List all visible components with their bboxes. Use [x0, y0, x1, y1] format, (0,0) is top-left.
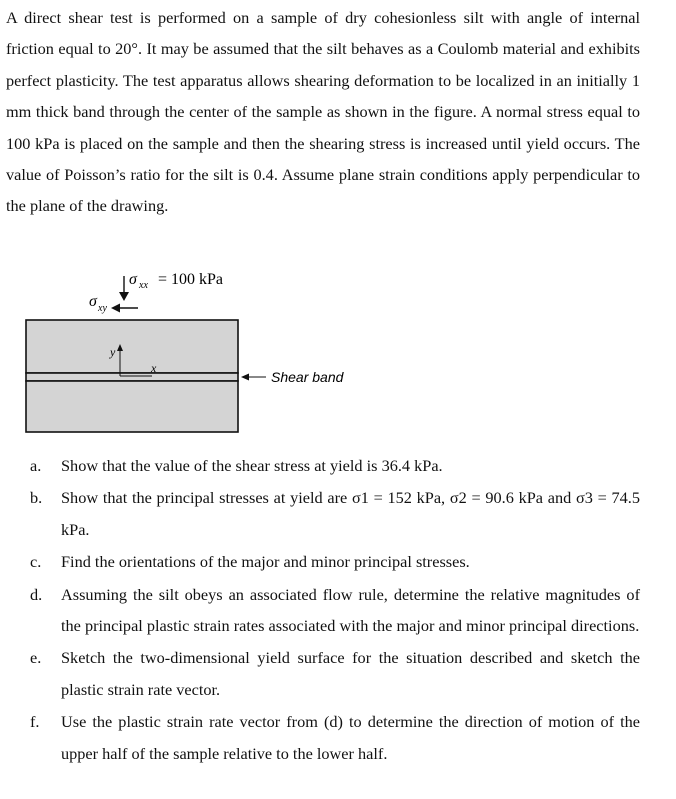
shear-band: [26, 373, 238, 381]
sample-upper-half: [26, 320, 238, 373]
list-item: [30, 482, 640, 545]
item-letter: f.: [30, 712, 40, 732]
item-text: Assuming the silt obeys an associated flow rule, determine the relative magnitudes of the principal plastic strain rates associated with the major and minor principal directions.: [61, 584, 640, 636]
y-axis-label: y: [110, 345, 116, 359]
shear-stress-arrow: [111, 304, 138, 313]
shear-band-label: Shear band: [271, 369, 344, 385]
item-letter: d.: [30, 584, 43, 604]
list-item: [30, 642, 640, 705]
shear-stress-symbol: σ: [89, 293, 97, 310]
shear-band-pointer-arrow: [241, 374, 266, 381]
normal-stress-value: = 100 kPa: [158, 271, 224, 288]
direct-shear-figure: [0, 258, 676, 448]
item-letter: c.: [30, 552, 42, 572]
problem-statement: A direct shear test is performed on a sample of dry cohesionless silt with angle of internal friction equal to 20°. It may be assumed that the silt behaves as a Coulomb material and exhibits perfect plasticity. The test apparatus allows shearing deformation to be localized in an initially 1 mm thick band through the center of the sample as shown in the figure. A normal stress equal to 100 kPa is placed on the sample and then the shearing stress is increased until yield occurs. The value of Poisson’s ratio for the silt is 0.4. Assume plane strain conditions apply perpendicular to the plane of the drawing.: [6, 8, 640, 216]
item-text: Sketch the two-dimensional yield surface for the situation described and sketch the plastic strain rate vector.: [61, 648, 640, 699]
x-axis-label: x: [151, 361, 157, 375]
sample-lower-half: [26, 381, 238, 432]
normal-stress-subscript: xx: [139, 280, 148, 291]
item-letter: b.: [30, 488, 43, 508]
normal-stress-arrow: [119, 276, 129, 301]
item-text: Use the plastic strain rate vector from (d) to determine the direction of motion of the upper half of the sample relative to the lower half.: [61, 712, 640, 763]
list-item: [30, 706, 640, 769]
item-text: Show that the value of the shear stress at yield is 36.4 kPa.: [61, 456, 443, 475]
list-item: [30, 546, 640, 577]
list-item: [30, 450, 640, 481]
item-text: Find the orientations of the major and minor principal stresses.: [61, 552, 470, 572]
question-list: [30, 450, 640, 770]
shear-stress-subscript: xy: [98, 303, 107, 314]
list-item: [30, 579, 640, 642]
item-letter: a.: [30, 456, 42, 475]
item-text: Show that the principal stresses at yield are σ1 = 152 kPa, σ2 = 90.6 kPa and σ3 = 74.5 kPa.: [61, 488, 640, 539]
item-letter: e.: [30, 648, 42, 668]
normal-stress-symbol: σ: [129, 271, 137, 288]
